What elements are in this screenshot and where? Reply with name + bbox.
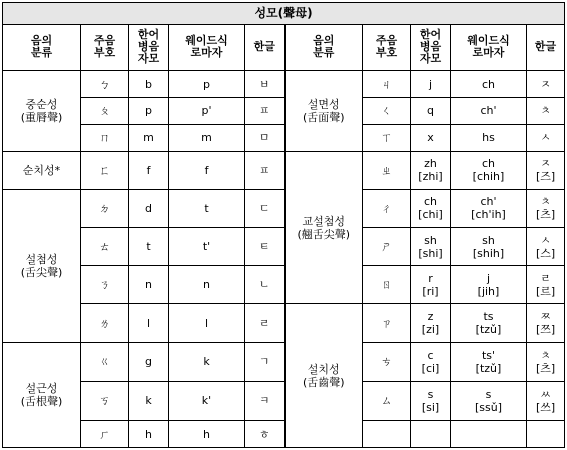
zhuyin-cell: ㄌ xyxy=(81,304,129,342)
wade-giles-cell: ch' xyxy=(451,97,527,124)
category-header: 음의 분류 xyxy=(285,24,363,70)
category-cell: 교설첨성 (翹舌尖聲) xyxy=(285,151,363,304)
table-row xyxy=(3,381,565,420)
pinyin-cell: k xyxy=(129,381,169,420)
wade-giles-cell: k' xyxy=(169,381,245,420)
pinyin-cell: x xyxy=(411,124,451,151)
wade-giles-cell: ch' [ch'ih] xyxy=(451,189,527,227)
pinyin-cell: d xyxy=(129,189,169,227)
empty-cell xyxy=(363,421,411,448)
zhuyin-cell: ㄕ xyxy=(363,228,411,266)
hangul-cell: ㅉ [쯔] xyxy=(527,304,565,342)
hangul-cell: ㄷ xyxy=(245,189,285,227)
hangul-header: 한글 xyxy=(527,24,565,70)
table-row xyxy=(3,189,565,227)
zhuyin-cell: ㄇ xyxy=(81,124,129,151)
hangul-cell: ㅂ xyxy=(245,71,285,98)
table-row xyxy=(3,228,565,266)
pinyin-cell: l xyxy=(129,304,169,342)
category-cell: 설면성 (舌面聲) xyxy=(285,71,363,152)
wade-giles-header: 웨이드식 로마자 xyxy=(169,24,245,70)
zhuyin-cell: ㄍ xyxy=(81,342,129,381)
hangul-header: 한글 xyxy=(245,24,285,70)
pinyin-cell: z [zi] xyxy=(411,304,451,342)
pinyin-cell: m xyxy=(129,124,169,151)
category-cell: 설첨성 (舌尖聲) xyxy=(3,189,81,342)
zhuyin-cell: ㄖ xyxy=(363,266,411,304)
hangul-cell: ㅋ xyxy=(245,381,285,420)
wade-giles-cell: p' xyxy=(169,97,245,124)
wade-giles-cell: f xyxy=(169,151,245,189)
table-row xyxy=(3,71,565,98)
table-row xyxy=(3,342,565,381)
hangul-cell: ㅈ xyxy=(527,71,565,98)
hangul-cell: ㅊ [츠] xyxy=(527,189,565,227)
hangul-cell: ㅅ xyxy=(527,124,565,151)
zhuyin-cell: ㄓ xyxy=(363,151,411,189)
zhuyin-cell: ㄎ xyxy=(81,381,129,420)
wade-giles-cell: ts [tzǔ] xyxy=(451,304,527,342)
category-cell: 순치성* xyxy=(3,151,81,189)
pinyin-cell: p xyxy=(129,97,169,124)
pinyin-cell: t xyxy=(129,228,169,266)
zhuyin-cell: ㄏ xyxy=(81,421,129,448)
zhuyin-cell: ㄙ xyxy=(363,381,411,420)
wade-giles-cell: s [ssǔ] xyxy=(451,381,527,420)
pinyin-cell: s [si] xyxy=(411,381,451,420)
pinyin-header: 한어 병음 자모 xyxy=(129,24,169,70)
hangul-cell: ㅆ [쓰] xyxy=(527,381,565,420)
hangul-cell: ㅍ xyxy=(245,97,285,124)
empty-cell xyxy=(411,421,451,448)
wade-giles-cell: n xyxy=(169,266,245,304)
table-row xyxy=(3,421,565,448)
table-row xyxy=(3,304,565,342)
zhuyin-cell: ㄗ xyxy=(363,304,411,342)
empty-cell xyxy=(451,421,527,448)
wade-giles-cell: p xyxy=(169,71,245,98)
category-cell: 설근성 (舌根聲) xyxy=(3,342,81,447)
hangul-cell: ㄱ xyxy=(245,342,285,381)
hangul-cell: ㅍ xyxy=(245,151,285,189)
hangul-cell: ㄹ [르] xyxy=(527,266,565,304)
pinyin-cell: f xyxy=(129,151,169,189)
wade-giles-cell: t' xyxy=(169,228,245,266)
pinyin-cell: q xyxy=(411,97,451,124)
table-row xyxy=(3,151,565,189)
pinyin-cell: n xyxy=(129,266,169,304)
wade-giles-cell: l xyxy=(169,304,245,342)
category-cell: 설치성 (舌齒聲) xyxy=(285,304,363,448)
table-row xyxy=(3,97,565,124)
table-title: 성모(聲母) xyxy=(3,3,565,25)
pinyin-cell: g xyxy=(129,342,169,381)
wade-giles-cell: m xyxy=(169,124,245,151)
zhuyin-header: 주음 부호 xyxy=(363,24,411,70)
hangul-cell: ㄹ xyxy=(245,304,285,342)
wade-giles-cell: k xyxy=(169,342,245,381)
initials-table xyxy=(2,2,565,448)
wade-giles-cell: j [jih] xyxy=(451,266,527,304)
zhuyin-cell: ㄉ xyxy=(81,189,129,227)
pinyin-header: 한어 병음 자모 xyxy=(411,24,451,70)
pinyin-cell: sh [shi] xyxy=(411,228,451,266)
hangul-cell: ㅊ [츠] xyxy=(527,342,565,381)
hangul-cell: ㄴ xyxy=(245,266,285,304)
hangul-cell: ㅊ xyxy=(527,97,565,124)
zhuyin-cell: ㄑ xyxy=(363,97,411,124)
pinyin-cell: zh [zhi] xyxy=(411,151,451,189)
zhuyin-cell: ㄅ xyxy=(81,71,129,98)
table-row xyxy=(3,124,565,151)
wade-giles-header: 웨이드식 로마자 xyxy=(451,24,527,70)
wade-giles-cell: ch [chih] xyxy=(451,151,527,189)
zhuyin-cell: ㄊ xyxy=(81,228,129,266)
pinyin-cell: j xyxy=(411,71,451,98)
pinyin-cell: r [ri] xyxy=(411,266,451,304)
pinyin-cell: b xyxy=(129,71,169,98)
wade-giles-cell: hs xyxy=(451,124,527,151)
zhuyin-cell: ㄈ xyxy=(81,151,129,189)
zhuyin-cell: ㄆ xyxy=(81,97,129,124)
hangul-cell: ㅁ xyxy=(245,124,285,151)
zhuyin-cell: ㄋ xyxy=(81,266,129,304)
pinyin-cell: ch [chi] xyxy=(411,189,451,227)
hangul-cell: ㅎ xyxy=(245,421,285,448)
wade-giles-cell: sh [shih] xyxy=(451,228,527,266)
zhuyin-cell: ㄐ xyxy=(363,71,411,98)
empty-cell xyxy=(527,421,565,448)
hangul-cell: ㅅ [스] xyxy=(527,228,565,266)
category-header: 음의 분류 xyxy=(3,24,81,70)
wade-giles-cell: h xyxy=(169,421,245,448)
zhuyin-cell: ㄒ xyxy=(363,124,411,151)
category-cell: 중순성 (重脣聲) xyxy=(3,71,81,152)
zhuyin-header: 주음 부호 xyxy=(81,24,129,70)
hangul-cell: ㅌ xyxy=(245,228,285,266)
zhuyin-cell: ㄘ xyxy=(363,342,411,381)
zhuyin-cell: ㄔ xyxy=(363,189,411,227)
table-row xyxy=(3,266,565,304)
pinyin-cell: h xyxy=(129,421,169,448)
hangul-cell: ㅈ [즈] xyxy=(527,151,565,189)
wade-giles-cell: t xyxy=(169,189,245,227)
pinyin-cell: c [ci] xyxy=(411,342,451,381)
wade-giles-cell: ts' [tzǔ] xyxy=(451,342,527,381)
wade-giles-cell: ch xyxy=(451,71,527,98)
